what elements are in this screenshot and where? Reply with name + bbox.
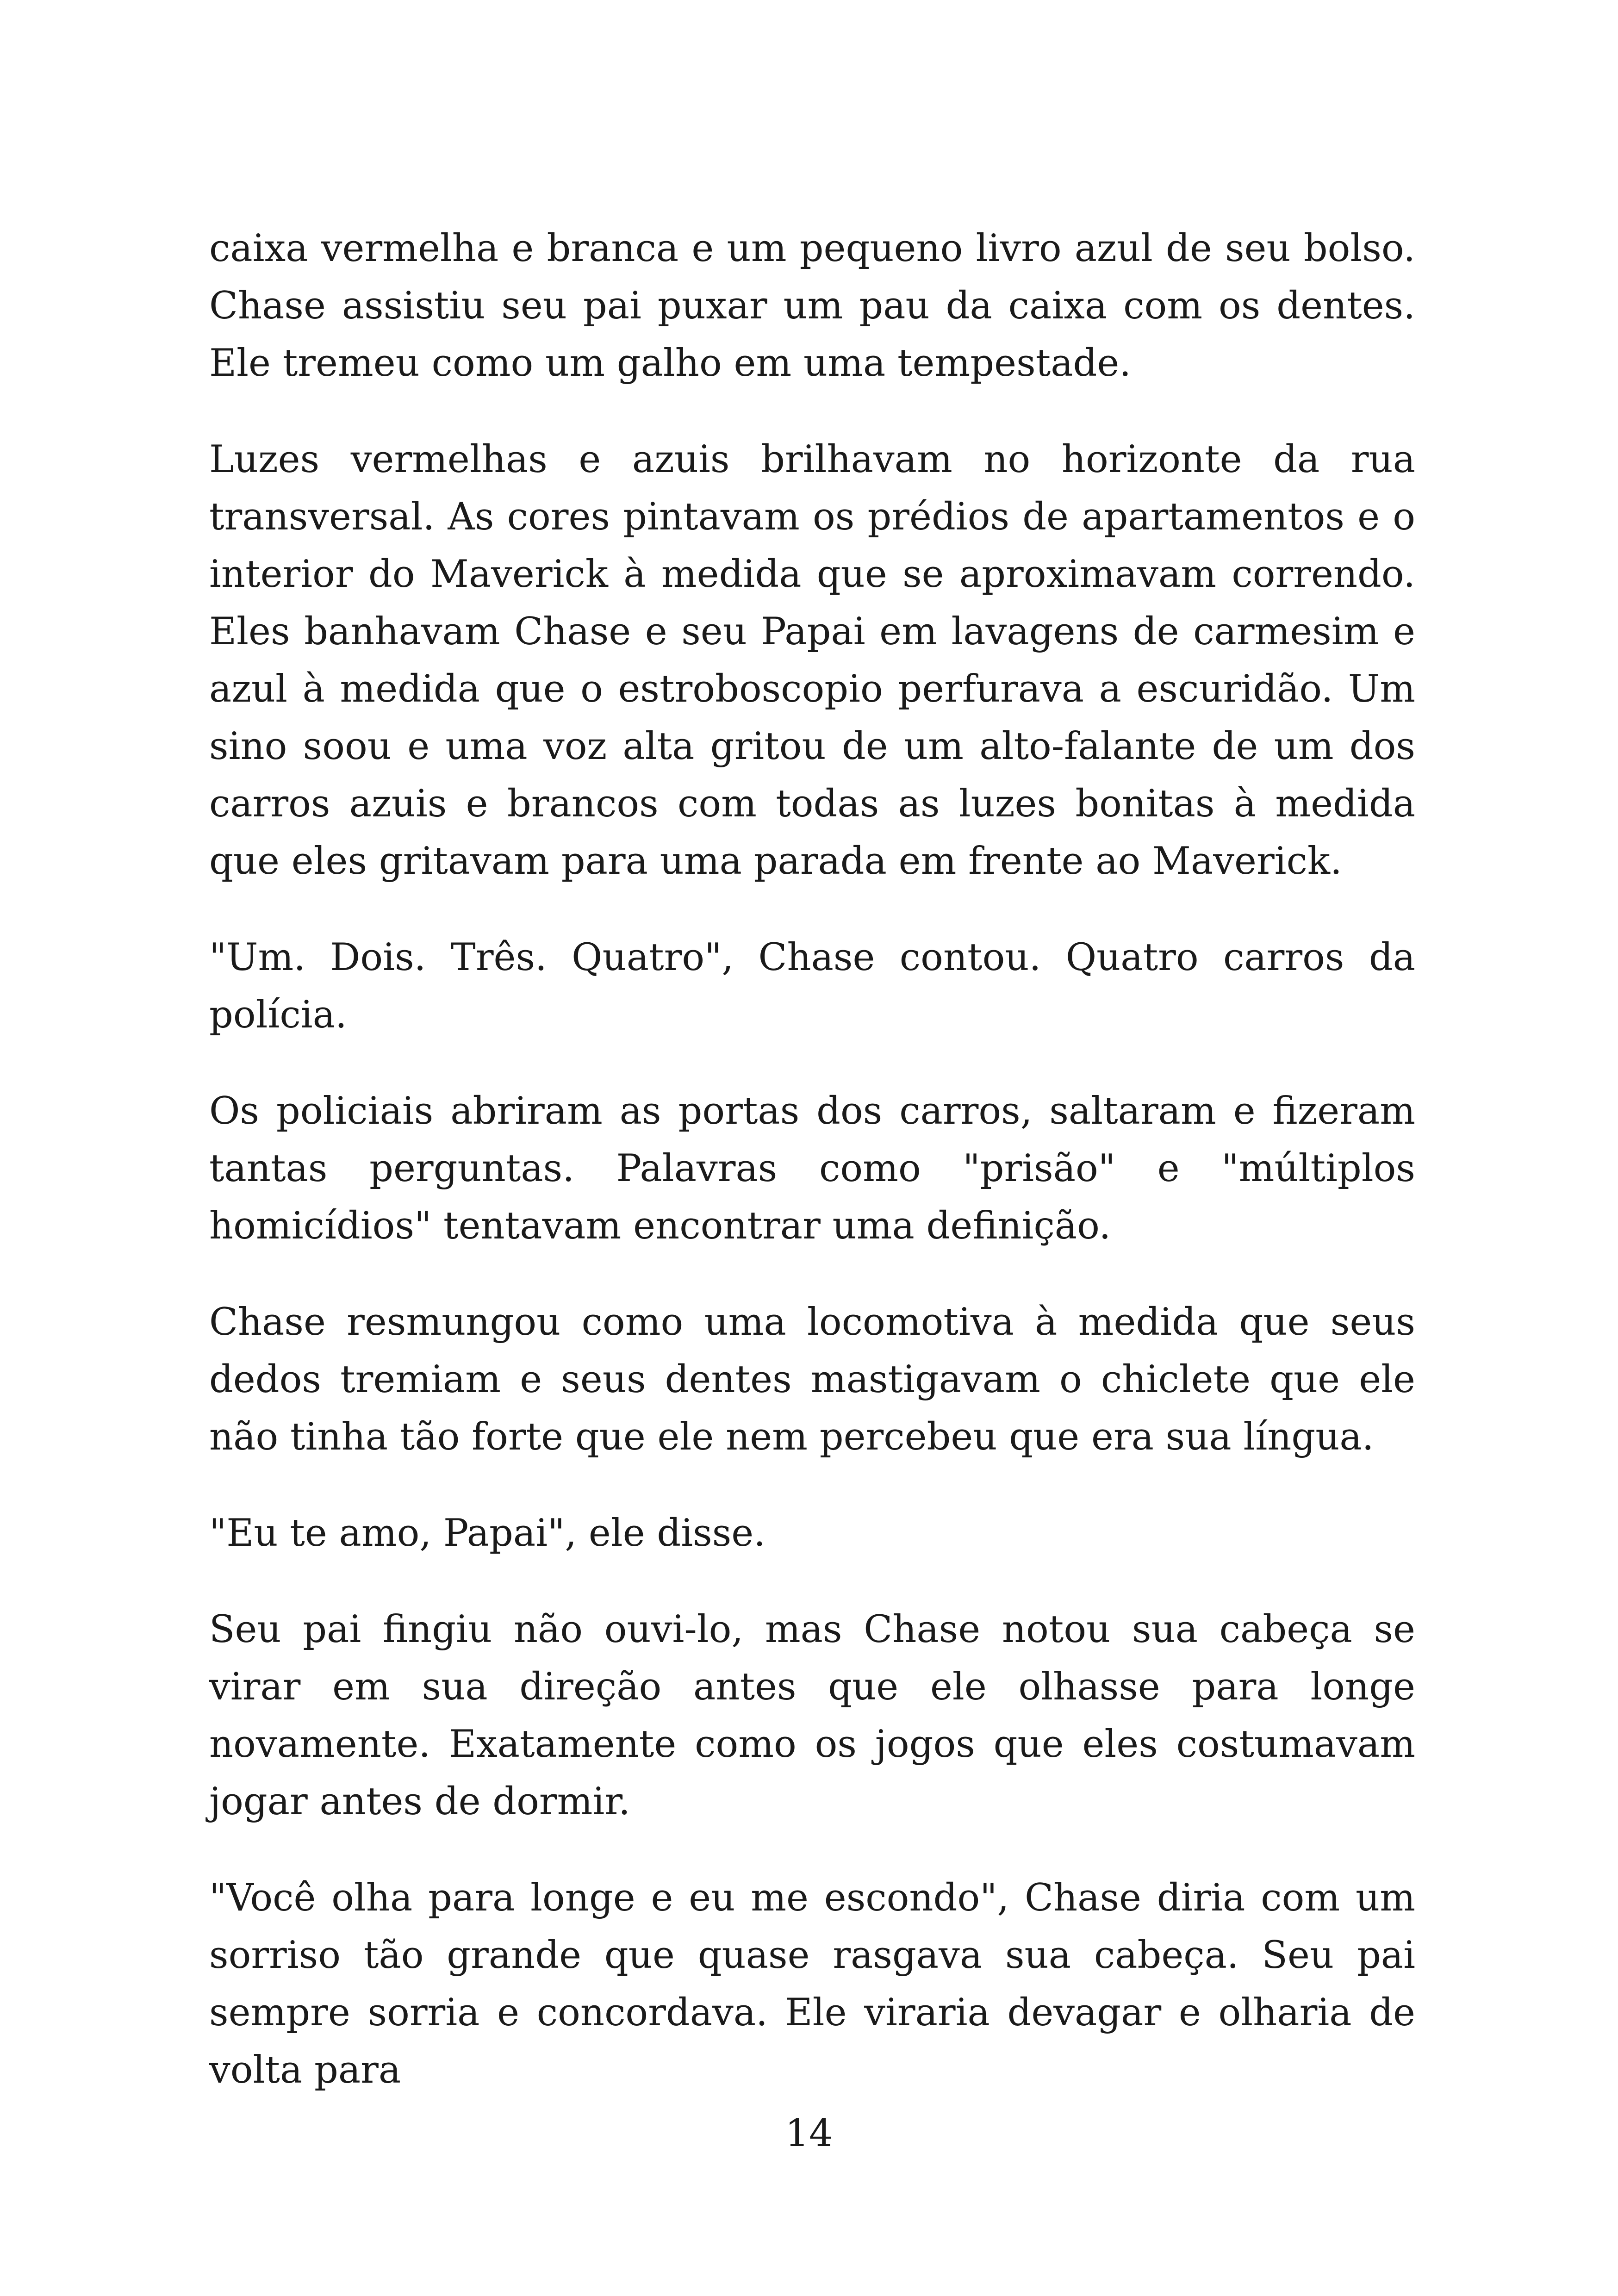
paragraph: "Eu te amo, Papai", ele disse. bbox=[209, 1512, 765, 1555]
body-text bbox=[209, 220, 1415, 2099]
paragraph: caixa vermelha e branca e um pequeno livro azul de seu bolso. Chase assistiu seu pai puxar um pau da caixa com os dentes. Ele tremeu como um galho em uma tempestade. bbox=[209, 227, 1415, 385]
paragraph: Seu pai fingiu não ouvi-lo, mas Chase notou sua cabeça se virar em sua direção antes que ele olhasse para longe novamente. Exatamente como os jogos que eles costumavam jogar antes de dormir. bbox=[209, 1608, 1415, 1823]
page-number: 14 bbox=[785, 2112, 833, 2155]
paragraph: "Você olha para longe e eu me escondo", Chase diria com um sorriso tão grande que quase rasgava sua cabeça. Seu pai sempre sorria e concordava. Ele viraria devagar e olharia de volta para bbox=[209, 1876, 1415, 2092]
paragraph: Chase resmungou como uma locomotiva à medida que seus dedos tremiam e seus dentes mastigavam o chiclete que ele não tinha tão forte que ele nem percebeu que era sua língua. bbox=[209, 1300, 1415, 1459]
paragraph: Luzes vermelhas e azuis brilhavam no horizonte da rua transversal. As cores pintavam os prédios de apartamentos e o interior do Maverick à medida que se aproximavam correndo. Eles banhavam Chase e seu Papai em lavagens de carmesim e azul à medida que o estroboscopio perfurava a escuridão. Um sino soou e uma voz alta gritou de um alto-falante de um dos carros azuis e brancos com todas as luzes bonitas à medida que eles gritavam para uma parada em frente ao Maverick. bbox=[209, 438, 1415, 883]
paragraph: "Um. Dois. Três. Quatro", Chase contou. Quatro carros da polícia. bbox=[209, 936, 1415, 1037]
paragraph: Os policiais abriram as portas dos carros, saltaram e fizeram tantas perguntas. Palavras como "prisão" e "múltiplos homicídios" tentavam encontrar uma definição. bbox=[209, 1089, 1415, 1248]
